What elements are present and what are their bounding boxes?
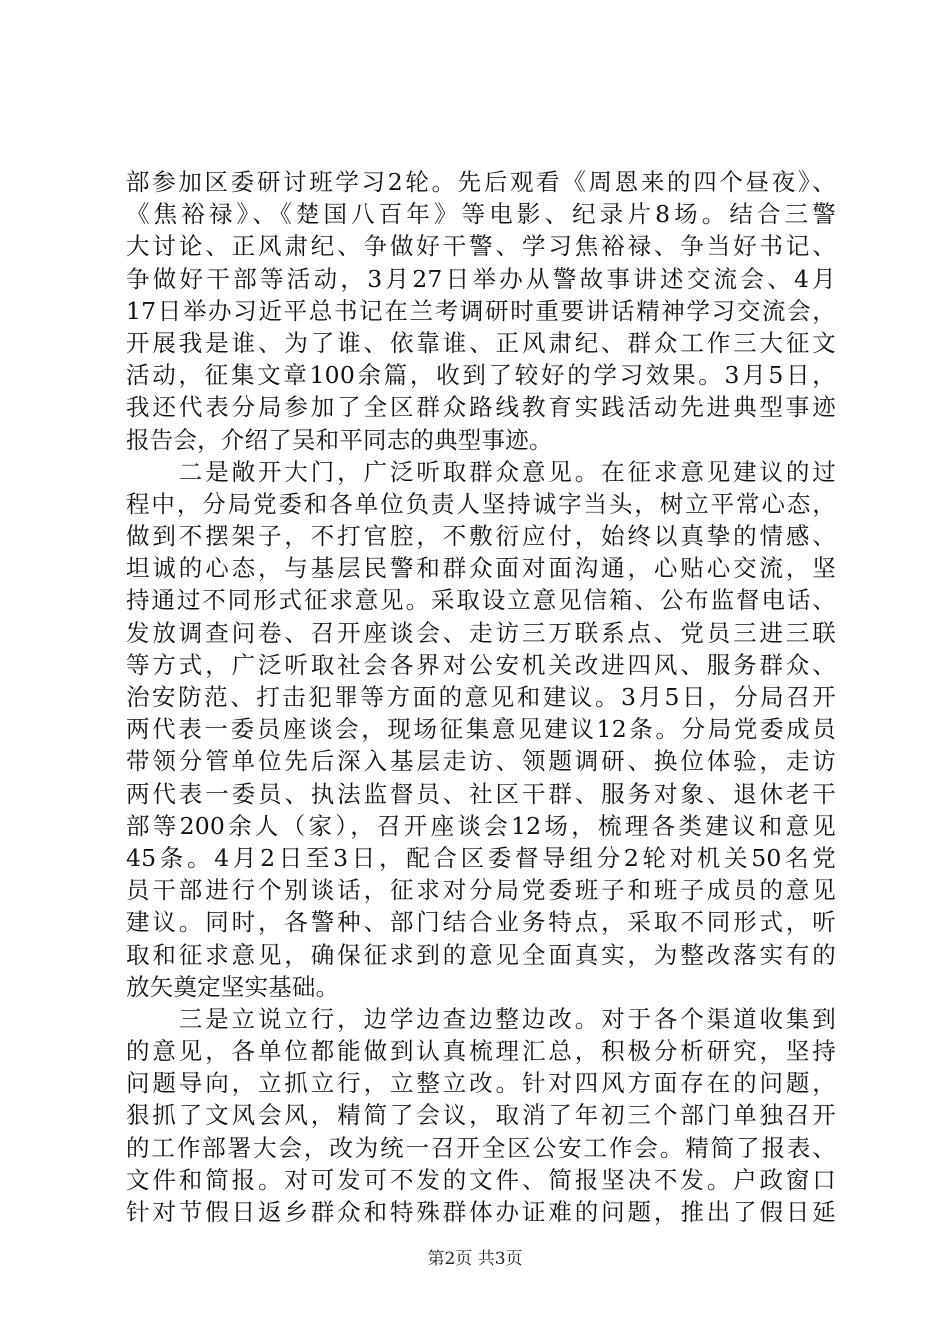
text-line: 问题导向，立抓立行，立整立改。针对四风方面存在的问题，: [126, 1069, 836, 1098]
text-line: 狠抓了文风会风，精简了会议，取消了年初三个部门单独召开: [126, 1101, 836, 1130]
text-line: 两代表一委员、执法监督员、社区干群、服务对象、退休老干: [126, 779, 836, 808]
text-line: 等方式，广泛听取社会各界对公安机关改进四风、服务群众、: [126, 650, 836, 679]
text-line: 的工作部署大会，改为统一召开全区公安工作会。精简了报表、: [126, 1133, 836, 1162]
text-line: 治安防范、打击犯罪等方面的意见和建议。3月5日，分局召开: [126, 683, 836, 711]
text-line: 文件和简报。对可发可不发的文件、简报坚决不发。户政窗口: [126, 1165, 836, 1194]
text-line: 二是敞开大门，广泛听取群众意见。在征求意见建议的过: [126, 457, 836, 486]
text-line: 带领分管单位先后深入基层走访、领题调研、换位体验，走访: [126, 747, 836, 776]
text-line: 建议。同时，各警种、部门结合业务特点，采取不同形式，听: [126, 908, 836, 937]
text-line: 部参加区委研讨班学习2轮。先后观看《周恩来的四个昼夜》、: [126, 168, 836, 196]
text-line: 针对节假日返乡群众和特殊群体办证难的问题，推出了假日延: [126, 1198, 836, 1226]
text-line: 程中，分局党委和各单位负责人坚持诚字当头，树立平常心态，: [126, 489, 836, 518]
text-line: 大讨论、正风肃纪、争做好干警、学习焦裕禄、争当好书记、: [126, 232, 836, 261]
page-footer: 第2页 共3页: [427, 1249, 523, 1269]
text-line: 持通过不同形式征求意见。采取设立意见信箱、公布监督电话、: [126, 586, 836, 615]
text-line: 活动，征集文章100余篇，收到了较好的学习效果。3月5日，: [126, 361, 836, 390]
text-line: 争做好干部等活动，3月27日举办从警故事讲述交流会、4月: [126, 264, 836, 293]
text-line: 报告会，介绍了吴和平同志的典型事迹。: [126, 425, 553, 454]
text-line: 部等200余人（家），召开座谈会12场，梳理各类建议和意见: [126, 811, 836, 840]
text-line: 放矢奠定坚实基础。: [126, 972, 340, 1001]
text-line: 45条。4月2日至3日，配合区委督导组分2轮对机关50名党: [126, 843, 836, 872]
text-line: 开展我是谁、为了谁、依靠谁、正风肃纪、群众工作三大征文: [126, 328, 836, 357]
text-line: 三是立说立行，边学边查边整边改。对于各个渠道收集到: [126, 1004, 836, 1033]
text-line: 17日举办习近平总书记在兰考调研时重要讲话精神学习交流会，: [126, 296, 836, 325]
text-line: 做到不摆架子，不打官腔，不敷衍应付，始终以真挚的情感、: [126, 522, 836, 551]
text-line: 坦诚的心态，与基层民警和群众面对面沟通，心贴心交流，坚: [126, 554, 836, 583]
text-line: 两代表一委员座谈会，现场征集意见建议12条。分局党委成员: [126, 715, 836, 744]
text-line: 员干部进行个别谈话，征求对分局党委班子和班子成员的意见: [126, 876, 836, 905]
text-line: 的意见，各单位都能做到认真梳理汇总，积极分析研究，坚持: [126, 1037, 836, 1066]
body-text: [126, 166, 836, 1228]
text-line: 《焦裕禄》、《楚国八百年》等电影、纪录片8场。结合三警: [126, 200, 836, 229]
text-line: 发放调查问卷、召开座谈会、走访三万联系点、党员三进三联: [126, 618, 836, 647]
text-line: 取和征求意见，确保征求到的意见全面真实，为整改落实有的: [126, 940, 836, 969]
text-line: 我还代表分局参加了全区群众路线教育实践活动先进典型事迹: [126, 393, 836, 422]
